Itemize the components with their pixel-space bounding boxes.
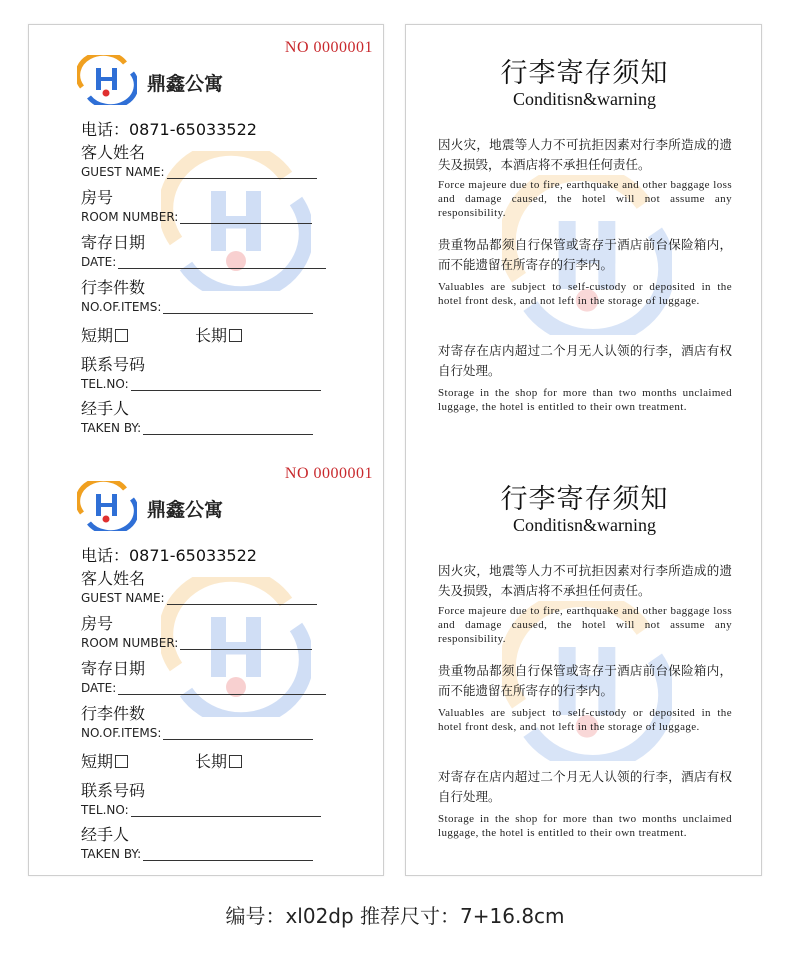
long-term-checkbox[interactable] [229, 755, 242, 768]
product-caption: 编号：xl02dp 推荐尺寸：7+16.8cm [225, 904, 565, 928]
room-number-field[interactable] [81, 188, 371, 224]
notice-item-2-zh: 贵重物品都须自行保管或寄存于酒店前台保险箱内，而不能遗留在所寄存的行李内。 [438, 663, 732, 698]
ticket-bottom [29, 451, 385, 877]
notice-item-1-zh: 因火灾，地震等人力不可抗拒因素对行李所造成的遗失及损毁，本酒店将不承担任何责任。 [438, 563, 732, 598]
guest-name-field[interactable] [81, 569, 371, 605]
taken-by-label-zh: 经手人 [81, 825, 130, 844]
item-count-label-en: NO.OF.ITEMS: [81, 726, 162, 740]
taken-by-line[interactable] [143, 860, 313, 861]
phone-number: 电话：0871-65033522 [81, 546, 257, 565]
tel-line[interactable] [131, 390, 321, 391]
storage-term-options [81, 323, 228, 346]
guest-name-label-zh: 客人姓名 [81, 569, 146, 588]
brand-name: 鼎鑫公寓 [147, 73, 224, 95]
notice-item-1-zh: 因火灾，地震等人力不可抗拒因素对行李所造成的遗失及损毁，本酒店将不承担任何责任。 [438, 137, 732, 172]
notice-item-3-zh: 对寄存在店内超过二个月无人认领的行李，酒店有权自行处理。 [438, 343, 732, 378]
brand-name: 鼎鑫公寓 [147, 499, 224, 521]
notice-item-1-en: Force majeure due to fire, earthquake and other baggage loss and damage caused, the hotel will not assume any responsibility. [438, 605, 732, 645]
notice-subtitle: Conditisn&warning [513, 515, 656, 535]
tel-line[interactable] [131, 816, 321, 817]
ticket-sheet [28, 24, 384, 876]
brand-logo-icon [77, 481, 137, 531]
tel-label-zh: 联系号码 [81, 355, 146, 374]
room-number-label-en: ROOM NUMBER: [81, 210, 179, 224]
tel-field[interactable] [81, 355, 371, 391]
notice-item-3-en: Storage in the shop for more than two months unclaimed luggage, the hotel is entitled to their own treatment. [438, 387, 732, 413]
long-term-label: 长期 [195, 326, 228, 345]
notice-item-3-en: Storage in the shop for more than two months unclaimed luggage, the hotel is entitled to their own treatment. [438, 813, 732, 839]
long-term-checkbox[interactable] [229, 329, 242, 342]
taken-by-label-zh: 经手人 [81, 399, 130, 418]
guest-name-line[interactable] [167, 604, 317, 605]
item-count-field[interactable] [81, 704, 371, 740]
long-term-label: 长期 [195, 752, 228, 771]
short-term-checkbox[interactable] [115, 329, 128, 342]
brand-logo-icon [77, 55, 137, 105]
date-label-en: DATE: [81, 255, 117, 269]
tel-label-en: TEL.NO: [81, 377, 129, 391]
guest-name-label-zh: 客人姓名 [81, 143, 146, 162]
long-term-option[interactable] [195, 749, 242, 772]
taken-by-label-en: TAKEN BY: [81, 847, 142, 861]
ticket-number: NO 0000001 [284, 39, 373, 56]
item-count-label-en: NO.OF.ITEMS: [81, 300, 162, 314]
room-number-line[interactable] [180, 223, 312, 224]
room-number-field[interactable] [81, 614, 371, 650]
item-count-label-zh: 行李件数 [81, 278, 146, 297]
notice-item-2-en: Valuables are subject to self-custody or deposited in the hotel front desk, and not left in the storage of luggage. [438, 281, 732, 307]
item-count-label-zh: 行李件数 [81, 704, 146, 723]
date-label-zh: 寄存日期 [81, 233, 146, 252]
taken-by-field[interactable] [81, 399, 371, 435]
guest-name-label-en: GUEST NAME: [81, 591, 165, 605]
guest-name-label-en: GUEST NAME: [81, 165, 165, 179]
short-term-label: 短期 [81, 752, 114, 771]
notice-item-3-zh: 对寄存在店内超过二个月无人认领的行李，酒店有权自行处理。 [438, 769, 732, 804]
storage-term-options [81, 749, 228, 772]
date-label-zh: 寄存日期 [81, 659, 146, 678]
ticket-top [29, 25, 385, 451]
notice-sheet [405, 24, 762, 876]
date-line[interactable] [118, 694, 326, 695]
tel-label-zh: 联系号码 [81, 781, 146, 800]
short-term-checkbox[interactable] [115, 755, 128, 768]
taken-by-field[interactable] [81, 825, 371, 861]
notice-top [406, 25, 763, 451]
guest-name-field[interactable] [81, 143, 371, 179]
taken-by-line[interactable] [143, 434, 313, 435]
date-label-en: DATE: [81, 681, 117, 695]
phone-number: 电话：0871-65033522 [81, 120, 257, 139]
short-term-option[interactable] [81, 326, 128, 345]
notice-title: 行李寄存须知 [500, 484, 669, 515]
long-term-option[interactable] [195, 323, 242, 346]
item-count-line[interactable] [163, 739, 313, 740]
taken-by-label-en: TAKEN BY: [81, 421, 142, 435]
room-number-label-zh: 房号 [81, 188, 114, 207]
notice-item-2-en: Valuables are subject to self-custody or deposited in the hotel front desk, and not left in the storage of luggage. [438, 707, 732, 733]
short-term-label: 短期 [81, 326, 114, 345]
notice-item-2-zh: 贵重物品都须自行保管或寄存于酒店前台保险箱内，而不能遗留在所寄存的行李内。 [438, 237, 732, 272]
date-field[interactable] [81, 233, 371, 269]
room-number-label-en: ROOM NUMBER: [81, 636, 179, 650]
tel-field[interactable] [81, 781, 371, 817]
item-count-field[interactable] [81, 278, 371, 314]
room-number-line[interactable] [180, 649, 312, 650]
item-count-line[interactable] [163, 313, 313, 314]
room-number-label-zh: 房号 [81, 614, 114, 633]
notice-title: 行李寄存须知 [500, 58, 669, 89]
notice-bottom [406, 451, 763, 877]
notice-subtitle: Conditisn&warning [513, 89, 656, 109]
short-term-option[interactable] [81, 752, 128, 771]
date-field[interactable] [81, 659, 371, 695]
tel-label-en: TEL.NO: [81, 803, 129, 817]
ticket-number: NO 0000001 [284, 465, 373, 482]
notice-item-1-en: Force majeure due to fire, earthquake and other baggage loss and damage caused, the hotel will not assume any responsibility. [438, 179, 732, 219]
date-line[interactable] [118, 268, 326, 269]
guest-name-line[interactable] [167, 178, 317, 179]
